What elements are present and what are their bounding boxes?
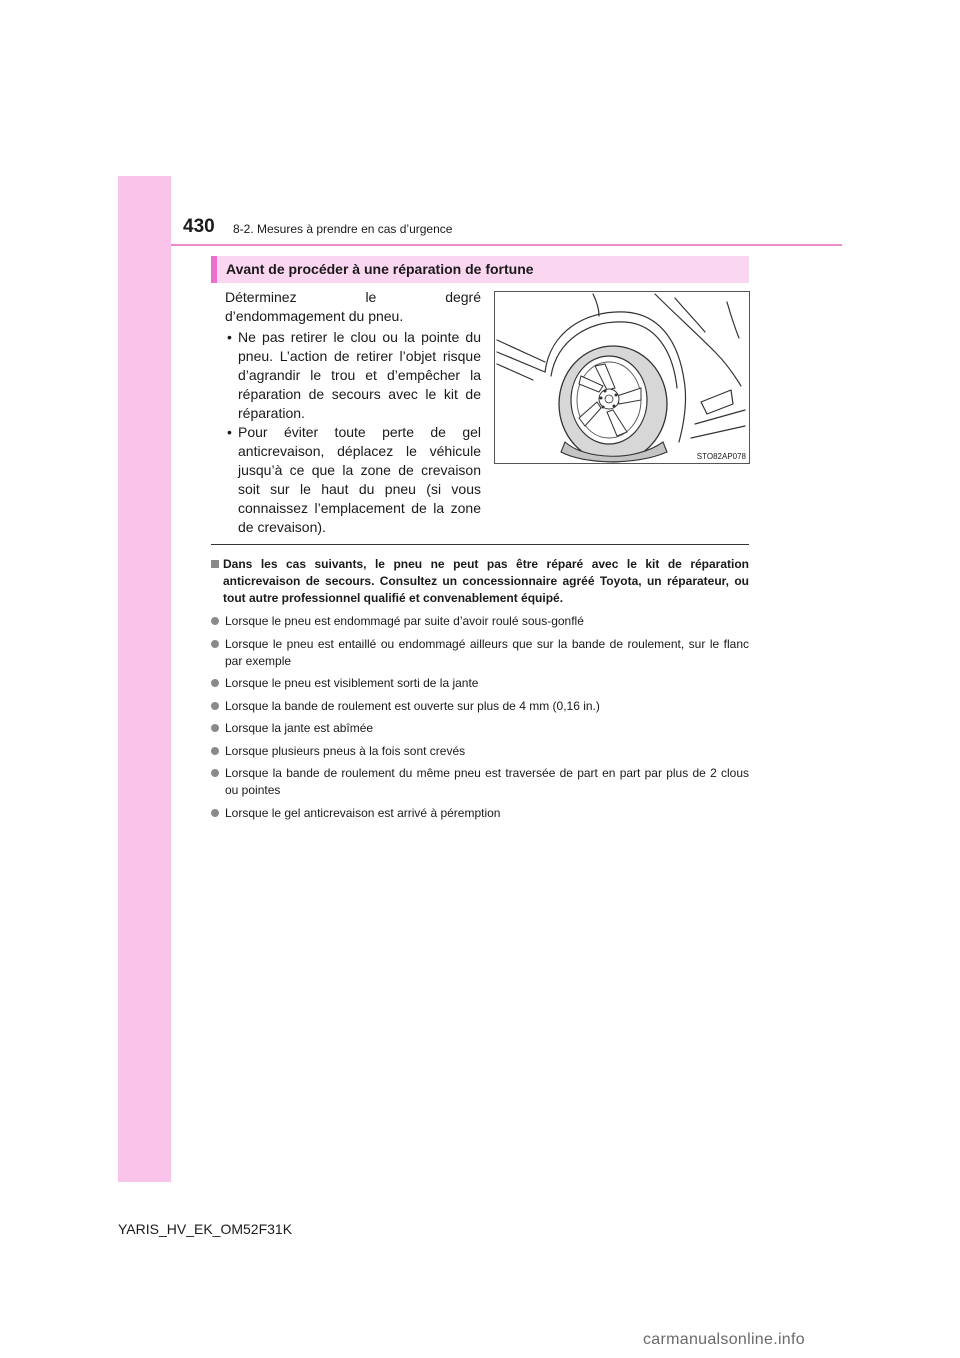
note-heading: Dans les cas suivants, le pneu ne peut pas être réparé avec le kit de réparation anticrevaison de secours. Consultez un concessionnaire agréé Toyota, un réparateur, ou tout autre professionnel qualifié et convenablement équipé. xyxy=(211,556,749,607)
intro-bullet: • Ne pas retirer le clou ou la pointe du pneu. L’action de retirer l’objet risque d’agrandir le trou et d’empêcher la réparation de secours avec le kit de réparation. xyxy=(225,328,481,423)
intro-line-1: Déterminez le degré xyxy=(225,289,481,305)
figure-code: STO82AP078 xyxy=(696,452,746,461)
list-item: Lorsque la bande de roulement est ouverte sur plus de 4 mm (0,16 in.) xyxy=(211,698,749,715)
document-code: YARIS_HV_EK_OM52F31K xyxy=(118,1221,293,1237)
intro-line-2: d’endommagement du pneu. xyxy=(225,308,404,324)
note-list xyxy=(211,613,749,822)
section-divider xyxy=(211,544,749,545)
flat-tire-figure xyxy=(494,291,750,464)
list-item: Lorsque le pneu est endommagé par suite d’avoir roulé sous-gonflé xyxy=(211,613,749,630)
list-item: Lorsque le gel anticrevaison est arrivé à péremption xyxy=(211,805,749,822)
chapter-tab-sidebar xyxy=(118,176,171,1182)
watermark: carmanualsonline.info xyxy=(643,1331,805,1348)
header-rule xyxy=(171,244,842,246)
list-item: Lorsque la bande de roulement du même pneu est traversée de part en part par plus de 2 clous ou pointes xyxy=(211,765,749,799)
intro-bullet: • Pour éviter toute perte de gel anticrevaison, déplacez le véhicule jusqu’à ce que la zone de crevaison soit sur le haut du pneu (si vous connaissez l’emplacement de la zone de crevaison). xyxy=(225,423,481,537)
page-number: 430 xyxy=(183,216,215,237)
section-heading: Avant de procéder à une réparation de fortune xyxy=(226,261,534,277)
list-item: Lorsque plusieurs pneus à la fois sont crevés xyxy=(211,743,749,760)
intro-bullet-list xyxy=(225,328,481,537)
list-item: Lorsque le pneu est visiblement sorti de la jante xyxy=(211,675,749,692)
list-item: Lorsque la jante est abîmée xyxy=(211,720,749,737)
chapter-section-title: 8-2. Mesures à prendre en cas d’urgence xyxy=(233,222,453,236)
section-heading-bar xyxy=(211,256,749,283)
flat-tire-illustration-icon xyxy=(495,292,749,463)
note-block xyxy=(211,556,749,827)
intro-text xyxy=(225,288,481,537)
list-item: Lorsque le pneu est entaillé ou endommagé ailleurs que sur la bande de roulement, sur le flanc par exemple xyxy=(211,636,749,670)
